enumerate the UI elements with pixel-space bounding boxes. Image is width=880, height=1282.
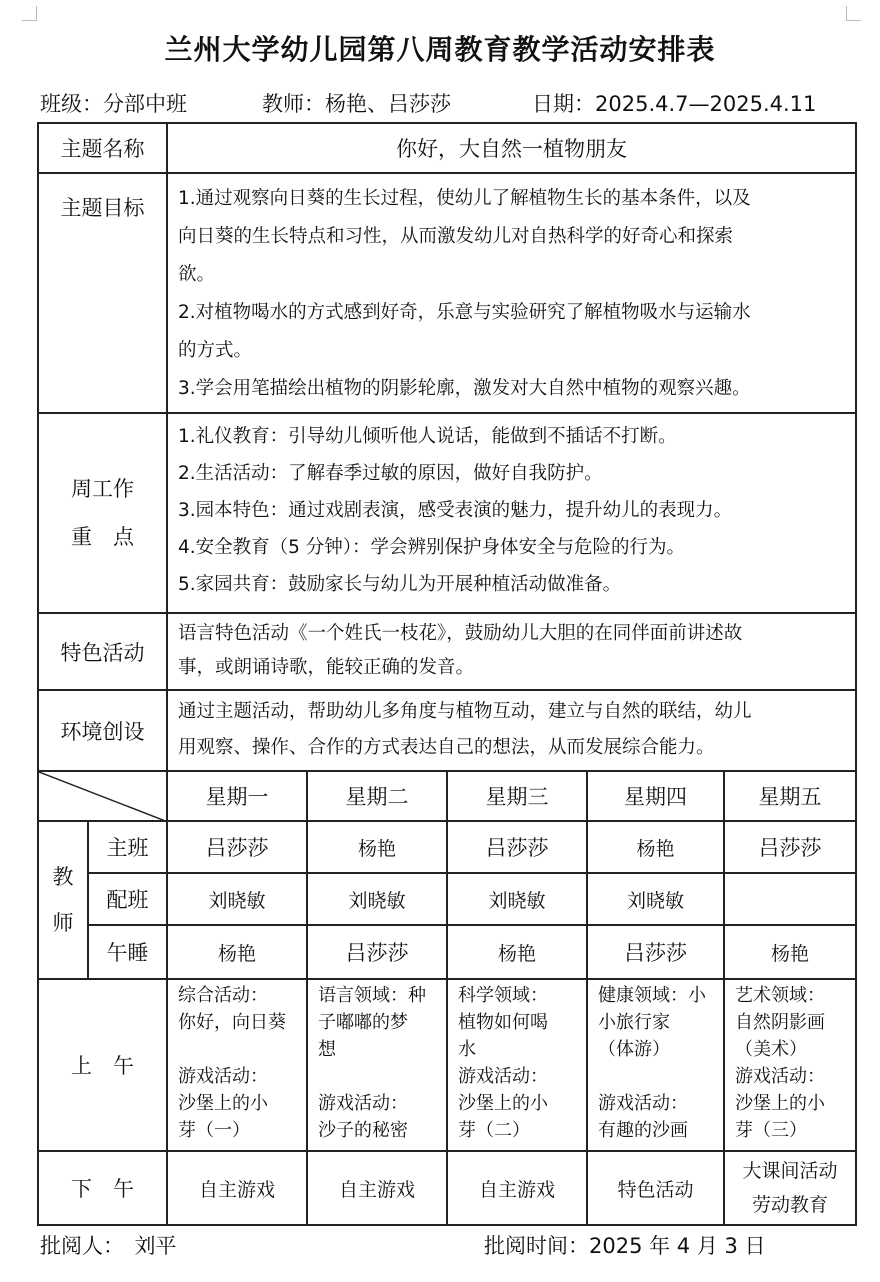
- afternoon-row: [38, 1151, 856, 1225]
- focus-item: 2.生活活动：了解春季过敏的原因，做好自我防护。: [178, 463, 603, 484]
- activity-line: 自然阴影画: [735, 1012, 825, 1033]
- teacher-group-char: 教: [52, 865, 74, 889]
- environment-line: 通过主题活动，帮助幼儿多角度与植物互动，建立与自然的联结，幼儿: [178, 701, 752, 722]
- role-label-main: 主班: [88, 821, 167, 873]
- focus-item: 1.礼仪教育：引导幼儿倾听他人说话，能做到不插话不打断。: [178, 426, 677, 447]
- activity-line: 你好，向日葵: [178, 1012, 286, 1033]
- theme-name-row: [38, 123, 856, 173]
- reviewer-label: 批阅人： 刘平: [40, 1234, 177, 1258]
- activity-line: 想: [318, 1039, 336, 1060]
- weekly-focus-row: [38, 413, 856, 613]
- theme-goal-label: 主题目标: [38, 173, 167, 413]
- role-label-assist: 配班: [88, 873, 167, 925]
- day-header-thu: 星期四: [587, 771, 724, 821]
- weekly-focus-label-line: 周工作: [71, 477, 134, 501]
- teacher-name: [724, 873, 856, 925]
- day-header-wed: 星期三: [447, 771, 587, 821]
- diagonal-header-cell: [38, 771, 167, 821]
- afternoon-cell-tue: 自主游戏: [307, 1151, 447, 1225]
- afternoon-cell-wed: 自主游戏: [447, 1151, 587, 1225]
- featured-line: 语言特色活动《一个姓氏一枝花》，鼓励幼儿大胆的在同伴面前讲述故: [178, 623, 743, 644]
- teacher-name: 吕莎莎: [307, 925, 447, 979]
- teacher-assist-row: [38, 873, 856, 925]
- theme-goal-row: [38, 173, 856, 413]
- afternoon-cell-fri: [724, 1151, 856, 1225]
- morning-cell-fri: [724, 979, 856, 1151]
- goal-line: 向日葵的生长特点和习性，从而激发幼儿对自热科学的好奇心和探索: [178, 226, 734, 247]
- focus-item: 3.园本特色：通过戏剧表演，感受表演的魅力，提升幼儿的表现力。: [178, 500, 733, 521]
- activity-line: 游戏活动：: [458, 1066, 548, 1087]
- teacher-name: 杨艳: [724, 925, 856, 979]
- teacher-name: 刘晓敏: [447, 873, 587, 925]
- activity-line: 小旅行家: [598, 1012, 670, 1033]
- teacher-label: 教师：杨艳、吕莎莎: [262, 92, 451, 116]
- day-header-fri: 星期五: [724, 771, 856, 821]
- activity-line: 沙堡上的小: [458, 1093, 548, 1114]
- activity-line: 沙堡上的小: [735, 1093, 825, 1114]
- teacher-name: 杨艳: [587, 821, 724, 873]
- afternoon-line: 大课间活动: [742, 1160, 838, 1182]
- focus-item: 4.安全教育（5 分钟）：学会辨别保护身体安全与危险的行为。: [178, 537, 686, 558]
- activity-line: 科学领域：: [458, 985, 548, 1006]
- teacher-name: 吕莎莎: [724, 821, 856, 873]
- environment-label: 环境创设: [38, 690, 167, 771]
- morning-row: [38, 979, 856, 1151]
- theme-goal-text: [167, 173, 856, 413]
- featured-line: 事，或朗诵诗歌，能较正确的发音。: [178, 657, 475, 678]
- afternoon-line: 劳动教育: [752, 1194, 829, 1216]
- date-label: 日期：2025.4.7—2025.4.11: [532, 92, 817, 116]
- theme-name-value: 你好，大自然一植物朋友: [167, 123, 856, 173]
- activity-line: 游戏活动：: [735, 1066, 825, 1087]
- weekly-focus-text: [167, 413, 856, 613]
- activity-line: 健康领域：小: [598, 985, 706, 1006]
- teacher-name: 吕莎莎: [447, 821, 587, 873]
- activity-line: 游戏活动：: [318, 1093, 408, 1114]
- activity-line: 游戏活动：: [598, 1093, 688, 1114]
- schedule-table: [37, 122, 857, 1226]
- teacher-name: 刘晓敏: [307, 873, 447, 925]
- teacher-name: 刘晓敏: [167, 873, 307, 925]
- morning-cell-mon: [167, 979, 307, 1151]
- weekly-focus-label-line: 重 点: [71, 525, 134, 549]
- day-header-mon: 星期一: [167, 771, 307, 821]
- activity-line: 芽（一）: [178, 1120, 250, 1141]
- teacher-name: 杨艳: [167, 925, 307, 979]
- teacher-name: 吕莎莎: [167, 821, 307, 873]
- featured-label: 特色活动: [38, 613, 167, 690]
- goal-line: 欲。: [178, 264, 216, 285]
- activity-line: 植物如何喝: [458, 1012, 548, 1033]
- afternoon-cell-thu: 特色活动: [587, 1151, 724, 1225]
- featured-row: [38, 613, 856, 690]
- morning-label: 上 午: [38, 979, 167, 1151]
- afternoon-cell-mon: 自主游戏: [167, 1151, 307, 1225]
- document-title: 兰州大学幼儿园第八周教育教学活动安排表: [164, 33, 716, 66]
- goal-line: 3.学会用笔描绘出植物的阴影轮廓，激发对大自然中植物的观察兴趣。: [178, 378, 751, 399]
- afternoon-label: 下 午: [38, 1151, 167, 1225]
- morning-cell-wed: [447, 979, 587, 1151]
- activity-line: 综合活动：: [178, 985, 268, 1006]
- activity-line: 沙子的秘密: [318, 1120, 408, 1141]
- activity-line: 游戏活动：: [178, 1066, 268, 1087]
- activity-line: 芽（三）: [735, 1120, 807, 1141]
- teacher-main-row: [38, 821, 856, 873]
- diagonal-line: [39, 772, 168, 822]
- teacher-group-char: 师: [52, 911, 74, 935]
- morning-cell-tue: [307, 979, 447, 1151]
- activity-line: （体游）: [598, 1039, 670, 1060]
- day-header-row: [38, 771, 856, 821]
- teacher-nap-row: [38, 925, 856, 979]
- theme-name-label: 主题名称: [38, 123, 167, 173]
- activity-line: 水: [458, 1039, 476, 1060]
- activity-line: 沙堡上的小: [178, 1093, 268, 1114]
- environment-row: [38, 690, 856, 771]
- morning-cell-thu: [587, 979, 724, 1151]
- focus-item: 5.家园共育：鼓励家长与幼儿为开展种植活动做准备。: [178, 574, 622, 595]
- activity-line: 子嘟嘟的梦: [318, 1012, 408, 1033]
- class-label: 班级：分部中班: [40, 92, 187, 116]
- activity-line: 芽（二）: [458, 1120, 530, 1141]
- goal-line: 的方式。: [178, 340, 253, 361]
- day-header-tue: 星期二: [307, 771, 447, 821]
- weekly-focus-label: [38, 413, 167, 613]
- teacher-group-label: [38, 821, 88, 979]
- review-time-label: 批阅时间：2025 年 4 月 3 日: [484, 1234, 766, 1258]
- environment-text: [167, 690, 856, 771]
- page-corner-mark: [22, 6, 37, 21]
- goal-line: 2.对植物喝水的方式感到好奇，乐意与实验研究了解植物吸水与运输水: [178, 302, 751, 323]
- page-corner-mark: [846, 6, 861, 21]
- goal-line: 1.通过观察向日葵的生长过程，使幼儿了解植物生长的基本条件，以及: [178, 188, 751, 209]
- role-label-nap: 午睡: [88, 925, 167, 979]
- activity-line: （美术）: [735, 1039, 807, 1060]
- teacher-name: 刘晓敏: [587, 873, 724, 925]
- teacher-name: 杨艳: [307, 821, 447, 873]
- activity-line: 语言领域：种: [318, 985, 426, 1006]
- activity-line: 有趣的沙画: [598, 1120, 688, 1141]
- teacher-name: 杨艳: [447, 925, 587, 979]
- environment-line: 用观察、操作、合作的方式表达自己的想法，从而发展综合能力。: [178, 737, 715, 758]
- activity-line: 艺术领域：: [735, 985, 825, 1006]
- featured-text: [167, 613, 856, 690]
- teacher-name: 吕莎莎: [587, 925, 724, 979]
